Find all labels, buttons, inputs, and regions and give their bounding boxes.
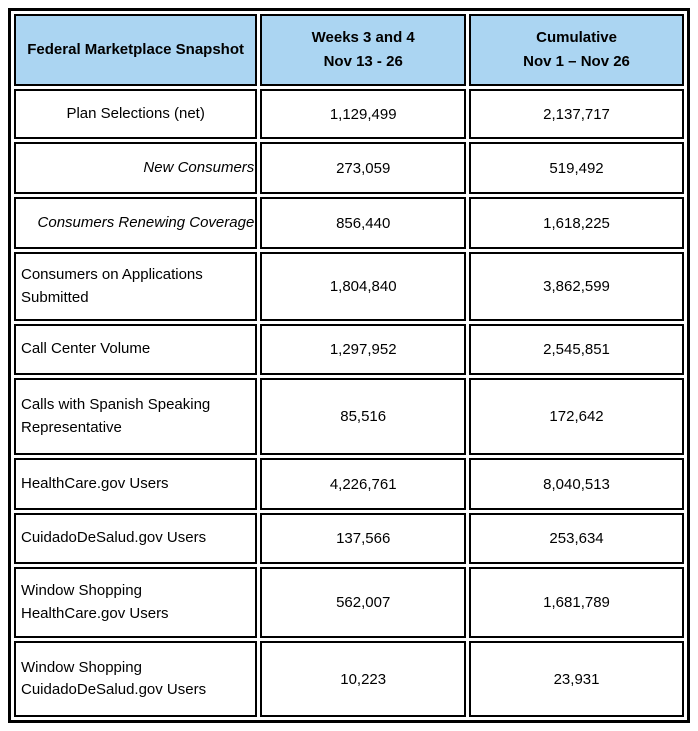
table-row-spanish-calls (14, 378, 684, 455)
table-header-row (14, 14, 684, 86)
table-row-call-center-volume (14, 324, 684, 375)
marketplace-snapshot-table (8, 8, 690, 723)
row-value-weeks: 85,516 (260, 378, 466, 455)
row-label: Consumers Renewing Coverage (14, 197, 257, 249)
row-value-cumulative: 3,862,599 (469, 252, 684, 321)
table-row-window-shopping-cuidadodesalud (14, 641, 684, 717)
row-value-weeks: 137,566 (260, 513, 466, 564)
header-weeks-3-4 (260, 14, 466, 86)
table-row-window-shopping-healthcare (14, 567, 684, 638)
header-cumulative-line2: Nov 1 – Nov 26 (523, 53, 630, 70)
row-label: HealthCare.gov Users (14, 458, 257, 510)
row-value-weeks: 273,059 (260, 142, 466, 194)
row-value-cumulative: 1,681,789 (469, 567, 684, 638)
row-value-cumulative: 519,492 (469, 142, 684, 194)
header-cumulative-line1: Cumulative (536, 29, 617, 46)
table-row-plan-selections (14, 89, 684, 139)
row-label: CuidadoDeSalud.gov Users (14, 513, 257, 564)
row-value-cumulative: 1,618,225 (469, 197, 684, 249)
row-value-cumulative: 172,642 (469, 378, 684, 455)
row-value-cumulative: 8,040,513 (469, 458, 684, 510)
row-value-cumulative: 23,931 (469, 641, 684, 717)
row-value-weeks: 562,007 (260, 567, 466, 638)
table-row-new-consumers (14, 142, 684, 194)
table-row-cuidadodesalud-gov-users (14, 513, 684, 564)
row-value-weeks: 856,440 (260, 197, 466, 249)
header-weeks-line2: Nov 13 - 26 (323, 53, 403, 70)
header-metric-label: Federal Marketplace Snapshot (27, 41, 245, 58)
row-value-weeks: 1,804,840 (260, 252, 466, 321)
table-row-healthcare-gov-users (14, 458, 684, 510)
row-value-cumulative: 2,545,851 (469, 324, 684, 375)
header-cumulative (469, 14, 684, 86)
row-value-weeks: 1,297,952 (260, 324, 466, 375)
row-label: Window Shopping CuidadoDeSalud.gov Users (14, 641, 257, 717)
row-label: New Consumers (14, 142, 257, 194)
row-value-weeks: 1,129,499 (260, 89, 466, 139)
table-row-consumers-renewing (14, 197, 684, 249)
row-label: Calls with Spanish Speaking Representative (14, 378, 257, 455)
row-value-cumulative: 2,137,717 (469, 89, 684, 139)
row-value-weeks: 10,223 (260, 641, 466, 717)
row-label: Call Center Volume (14, 324, 257, 375)
header-metric (14, 14, 257, 86)
table-row-consumers-applications (14, 252, 684, 321)
row-label: Consumers on Applications Submitted (14, 252, 257, 321)
row-value-cumulative: 253,634 (469, 513, 684, 564)
row-label: Window Shopping HealthCare.gov Users (14, 567, 257, 638)
row-label: Plan Selections (net) (14, 89, 257, 139)
header-weeks-line1: Weeks 3 and 4 (311, 29, 415, 46)
row-value-weeks: 4,226,761 (260, 458, 466, 510)
